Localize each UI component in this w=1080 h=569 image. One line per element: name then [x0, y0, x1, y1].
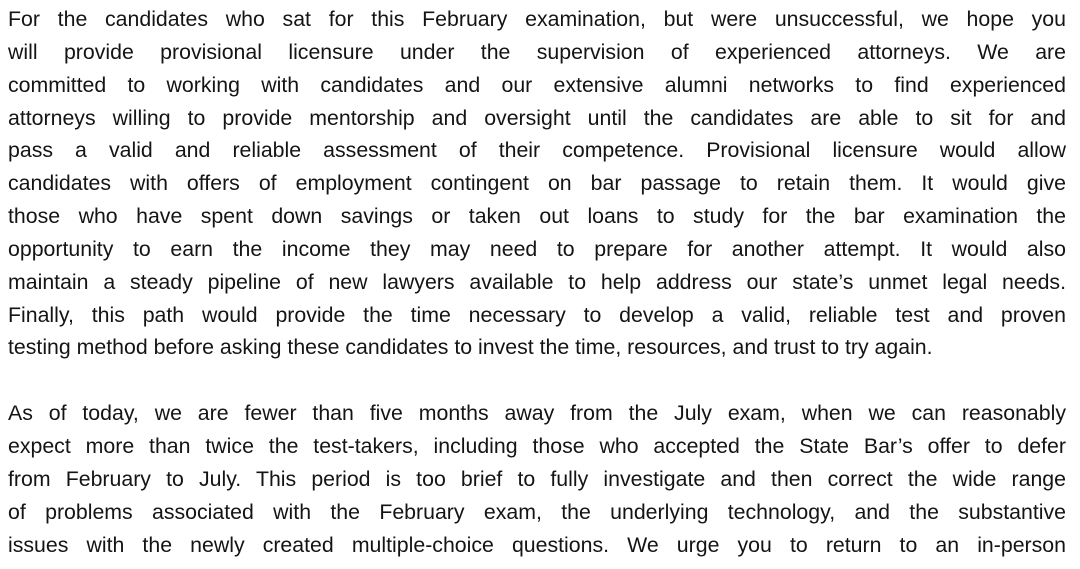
text-line: For the candidates who sat for this February examination, but were unsuccessful, we hope you: [8, 7, 1066, 31]
text-line: candidates with offers of employment contingent on bar passage to retain them. It would give: [8, 171, 1066, 196]
text-line: issues with the newly created multiple-choice questions. We urge you to return to an in-person: [8, 532, 1066, 557]
text-line: pass a valid and reliable assessment of their competence. Provisional licensure would allow: [8, 138, 1066, 163]
document-page: [8, 3, 1066, 561]
text-line: maintain a steady pipeline of new lawyers available to help address our state’s unmet legal needs.: [8, 269, 1066, 294]
text-line: will provide provisional licensure under the supervision of experienced attorneys. We are: [8, 39, 1066, 64]
text-line: testing method before asking these candidates to invest the time, resources, and trust to try again.: [8, 335, 933, 360]
text-line: those who have spent down savings or taken out loans to study for the bar examination the: [8, 204, 1066, 229]
paragraph-spacer: [8, 364, 1066, 397]
text-line: As of today, we are fewer than five months away from the July exam, when we can reasonably: [8, 401, 1066, 426]
paragraph-provisional-licensure: [8, 3, 1066, 364]
text-line: committed to working with candidates and our extensive alumni networks to find experienced: [8, 72, 1066, 97]
paragraph-july-exam: [8, 397, 1066, 561]
text-line: expect more than twice the test-takers, including those who accepted the State Bar’s offer to defer: [8, 433, 1066, 458]
text-line: opportunity to earn the income they may need to prepare for another attempt. It would also: [8, 236, 1066, 261]
text-line: of problems associated with the February exam, the underlying technology, and the substantive: [8, 499, 1066, 524]
text-line: from February to July. This period is too brief to fully investigate and then correct the wide range: [8, 466, 1066, 491]
text-line: attorneys willing to provide mentorship and oversight until the candidates are able to sit for and: [8, 105, 1066, 130]
text-line: Finally, this path would provide the time necessary to develop a valid, reliable test and proven: [8, 302, 1066, 327]
